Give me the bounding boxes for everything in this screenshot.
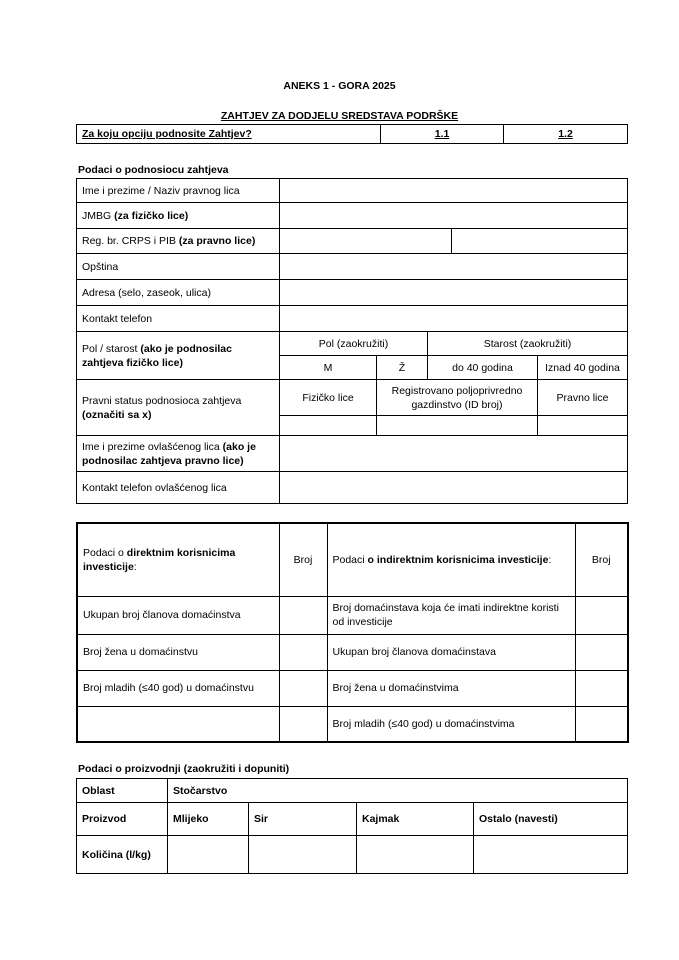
municipality-field[interactable]	[280, 254, 628, 280]
status-natural-mark[interactable]	[280, 416, 377, 436]
reg-label: Reg. br. CRPS i PIB (za pravno lice)	[77, 229, 280, 254]
option-table	[76, 124, 628, 144]
status-registered-header: Registrovano poljoprivredno gazdinstvo (ID broj)	[377, 380, 538, 416]
age-header: Starost (zaokružiti)	[428, 332, 628, 356]
status-natural-header: Fizičko lice	[280, 380, 377, 416]
production-table	[76, 778, 628, 874]
direct-row-label: Broj mladih (≤40 god) u domaćinstvu	[77, 670, 279, 706]
direct-row-value[interactable]	[279, 706, 327, 742]
jmbg-field[interactable]	[280, 203, 628, 229]
form-title: ZAHTJEV ZA DODJELU SREDSTAVA PODRŠKE	[220, 110, 459, 122]
age-over-40-option[interactable]: Iznad 40 godina	[538, 356, 628, 380]
quantity-cheese-field[interactable]	[249, 836, 357, 874]
product-label: Proizvod	[77, 803, 168, 836]
indirect-row-value[interactable]	[575, 596, 628, 634]
indirect-row-value[interactable]	[575, 670, 628, 706]
indirect-row-value[interactable]	[575, 706, 628, 742]
indirect-row-label: Broj domaćinstava koja će imati indirektne koristi od investicije	[327, 596, 575, 634]
direct-row-value[interactable]	[279, 596, 327, 634]
direct-count-header: Broj	[279, 523, 327, 596]
quantity-milk-field[interactable]	[168, 836, 249, 874]
indirect-row-label: Broj mladih (≤40 god) u domaćinstvima	[327, 706, 575, 742]
product-kajmak[interactable]: Kajmak	[357, 803, 474, 836]
quantity-other-field[interactable]	[474, 836, 628, 874]
indirect-count-header: Broj	[575, 523, 628, 596]
direct-row-label: Ukupan broj članova domaćinstva	[77, 596, 279, 634]
quantity-kajmak-field[interactable]	[357, 836, 474, 874]
applicant-table	[76, 178, 628, 504]
address-field[interactable]	[280, 280, 628, 306]
area-value[interactable]: Stočarstvo	[168, 779, 628, 803]
phone-label: Kontakt telefon	[77, 306, 280, 332]
applicant-section-title: Podaci o podnosiocu zahtjeva	[78, 164, 229, 176]
product-milk[interactable]: Mlijeko	[168, 803, 249, 836]
product-other[interactable]: Ostalo (navesti)	[474, 803, 628, 836]
area-label: Oblast	[77, 779, 168, 803]
indirect-row-label: Broj žena u domaćinstvima	[327, 670, 575, 706]
status-legal-mark[interactable]	[538, 416, 628, 436]
gender-f-option[interactable]: Ž	[377, 356, 428, 380]
gender-age-label: Pol / starost (ako je podnosilac zahtjeva fizičko lice)	[77, 332, 280, 380]
name-label: Ime i prezime / Naziv pravnog lica	[77, 179, 280, 203]
crps-field[interactable]	[280, 229, 452, 254]
authorized-phone-label: Kontakt telefon ovlašćenog lica	[77, 472, 280, 504]
status-registered-mark[interactable]	[377, 416, 538, 436]
indirect-header: Podaci o indirektnim korisnicima investicije:	[327, 523, 575, 596]
name-field[interactable]	[280, 179, 628, 203]
jmbg-label: JMBG (za fizičko lice)	[77, 203, 280, 229]
legal-status-label: Pravni status podnosioca zahtjeva (označiti sa x)	[77, 380, 280, 436]
production-section-title: Podaci o proizvodnji (zaokružiti i dopuniti)	[78, 763, 290, 775]
direct-row-value[interactable]	[279, 670, 327, 706]
direct-row-label: Broj žena u domaćinstvu	[77, 634, 279, 670]
address-label: Adresa (selo, zaseok, ulica)	[77, 280, 280, 306]
option-question: Za koju opciju podnosite Zahtjev?	[77, 125, 381, 144]
product-cheese[interactable]: Sir	[249, 803, 357, 836]
option-1-1[interactable]: 1.1	[381, 125, 504, 144]
quantity-label: Količina (l/kg)	[77, 836, 168, 874]
option-1-2[interactable]: 1.2	[504, 125, 628, 144]
direct-row-value[interactable]	[279, 634, 327, 670]
authorized-phone-field[interactable]	[280, 472, 628, 504]
phone-field[interactable]	[280, 306, 628, 332]
authorized-label: Ime i prezime ovlašćenog lica (ako je podnosilac zahtjeva pravno lice)	[77, 436, 280, 472]
age-under-40-option[interactable]: do 40 godina	[428, 356, 538, 380]
direct-header: Podaci o direktnim korisnicima investicije:	[77, 523, 279, 596]
direct-row-label	[77, 706, 279, 742]
gender-m-option[interactable]: M	[280, 356, 377, 380]
municipality-label: Opština	[77, 254, 280, 280]
indirect-row-label: Ukupan broj članova domaćinstava	[327, 634, 575, 670]
indirect-row-value[interactable]	[575, 634, 628, 670]
annex-title: ANEKS 1 - GORA 2025	[283, 80, 396, 92]
beneficiaries-table	[76, 522, 629, 743]
status-legal-header: Pravno lice	[538, 380, 628, 416]
pib-field[interactable]	[452, 229, 628, 254]
authorized-field[interactable]	[280, 436, 628, 472]
gender-header: Pol (zaokružiti)	[280, 332, 428, 356]
